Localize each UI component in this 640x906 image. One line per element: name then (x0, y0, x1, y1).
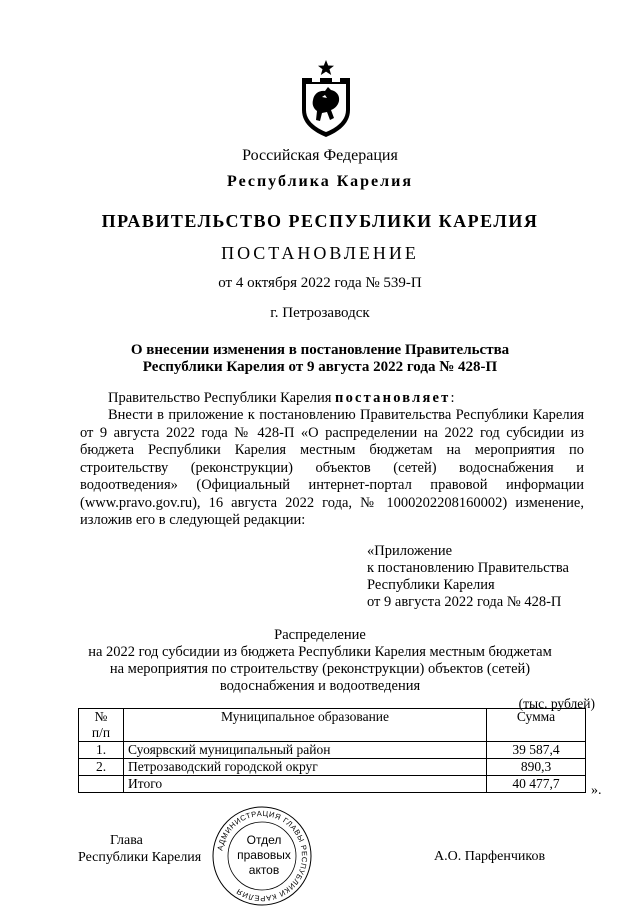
distribution-subtitle (40, 644, 600, 695)
header-number-symbol: № (94, 709, 108, 724)
decree-subject-line: Республики Карелия от 9 августа 2022 года № 428-П (142, 359, 498, 375)
header-number (79, 709, 124, 742)
units-label: (тыс. рублей) (518, 696, 595, 711)
decree-subject (0, 342, 640, 376)
government-title: ПРАВИТЕЛЬСТВО РЕСПУБЛИКИ КАРЕЛИЯ (101, 211, 539, 231)
signatory-name: А.О. Парфенчиков (434, 849, 546, 864)
row-municipality: Петрозаводский городской округ (124, 759, 487, 776)
row-number: 1. (79, 742, 124, 759)
resolves-suffix: : (450, 390, 455, 406)
resolves-keyword: постановляет (335, 390, 451, 406)
row-sum: 890,3 (487, 759, 586, 776)
signatory-title (78, 832, 218, 866)
distribution-subtitle-line: на 2022 год субсидии из бюджета Республики Карелия местным бюджетам (88, 644, 552, 660)
stamp-line: Отдел (246, 833, 282, 847)
table-total-row (79, 776, 586, 793)
decree-date-number: от 4 октября 2022 года № 539-П (218, 275, 422, 291)
row-municipality: Суоярвский муниципальный район (124, 742, 487, 759)
document-type: ПОСТАНОВЛЕНИЕ (221, 243, 419, 263)
total-label: Итого (124, 776, 487, 793)
stamp-line: актов (248, 863, 280, 877)
header-municipality: Муниципальное образование (124, 709, 487, 742)
closing-quote: ». (591, 783, 602, 798)
signatory-title-line: Республики Карелия (78, 850, 202, 865)
table-header-row (79, 709, 586, 742)
decree-city: г. Петрозаводск (270, 305, 370, 321)
distribution-title: Распределение (274, 627, 366, 643)
stamp-line: правовых (237, 848, 291, 862)
header-number-abbr: п/п (91, 725, 111, 740)
table-row (79, 759, 586, 776)
republic-name: Республика Карелия (227, 173, 413, 190)
stamp-ring-text: АДМИНИСТРАЦИЯ ГЛАВЫ РЕСПУБЛИКИ КАРЕЛИЯ (215, 808, 310, 904)
total-sum: 40 477,7 (487, 776, 586, 793)
country-name: Российская Федерация (242, 147, 398, 164)
row-sum: 39 587,4 (487, 742, 586, 759)
header-sum: Сумма (487, 709, 586, 742)
resolves-prefix: Правительство Республики Карелия (108, 390, 336, 406)
appendix-reference (367, 543, 597, 611)
appendix-line: от 9 августа 2022 года № 428-П (367, 594, 562, 610)
distribution-subtitle-line: на мероприятия по строительству (реконструкции) объектов (сетей) (109, 661, 531, 677)
total-number (79, 776, 124, 793)
distribution-table (78, 708, 586, 793)
coat-of-arms-icon (298, 60, 354, 138)
appendix-line: «Приложение (367, 543, 453, 559)
distribution-subtitle-line: водоснабжения и водоотведения (219, 678, 421, 694)
resolves-paragraph (80, 390, 584, 408)
official-stamp (202, 806, 322, 906)
signatory-title-line: Глава (110, 833, 143, 848)
row-number: 2. (79, 759, 124, 776)
table-row (79, 742, 586, 759)
amendment-paragraph: Внести в приложение к постановлению Правительства Республики Карелия от 9 августа 2022 года № 428-П «О распределении на 2022 год субсидии из бюджета Республики Карелия местным бюджетам на мероприятия по строительству (реконструкции) объектов (сетей) водоснабжения и водоотведения» (Официальный интернет-портал правовой информации (www.pravo.gov.ru), 16 августа 2022 года, № 1000202208160002) изменение, изложив его в следующей редакции: (80, 407, 584, 528)
appendix-line: Республики Карелия (367, 577, 495, 593)
decree-subject-line: О внесении изменения в постановление Правительства (130, 342, 510, 358)
appendix-line: к постановлению Правительства (367, 560, 569, 576)
